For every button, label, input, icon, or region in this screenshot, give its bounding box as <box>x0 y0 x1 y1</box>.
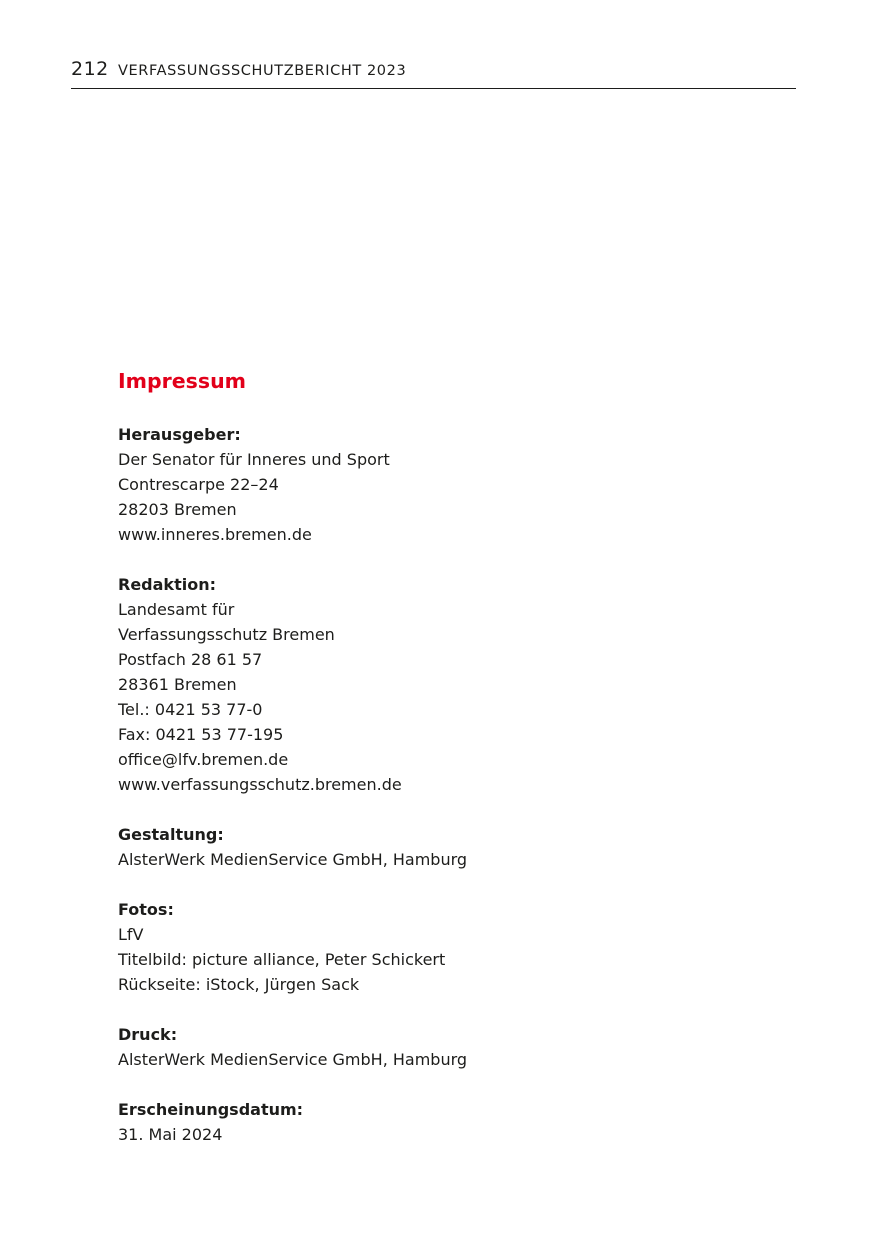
section-line: Postfach 28 61 57 <box>118 650 263 669</box>
section-line: AlsterWerk MedienService GmbH, Hamburg <box>118 850 468 869</box>
page-number: 212 <box>71 58 109 80</box>
section-line: Tel.: 0421 53 77-0 <box>118 700 263 719</box>
section-line: 28361 Bremen <box>118 675 237 694</box>
section-line: Der Senator für Inneres und Sport <box>118 450 390 469</box>
section-line: Landesamt für <box>118 600 235 619</box>
impressum-section <box>118 572 718 797</box>
impressum-section <box>118 422 718 547</box>
impressum-title: Impressum <box>118 369 247 393</box>
running-header <box>71 56 796 89</box>
section-heading: Erscheinungsdatum: <box>118 1100 304 1119</box>
impressum-section <box>118 1022 718 1072</box>
section-line: www.verfassungsschutz.bremen.de <box>118 775 402 794</box>
impressum-section-list <box>118 422 718 1147</box>
section-heading: Fotos: <box>118 900 174 919</box>
section-line: 28203 Bremen <box>118 500 237 519</box>
impressum-section <box>118 1097 718 1147</box>
section-line: Titelbild: picture alliance, Peter Schickert <box>118 950 446 969</box>
section-line: www.inneres.bremen.de <box>118 525 312 544</box>
section-line: AlsterWerk MedienService GmbH, Hamburg <box>118 1050 468 1069</box>
section-line: Fax: 0421 53 77-195 <box>118 725 284 744</box>
section-line: 31. Mai 2024 <box>118 1125 223 1144</box>
impressum-section <box>118 897 718 997</box>
impressum-section <box>118 822 718 872</box>
section-heading: Gestaltung: <box>118 825 224 844</box>
running-title: VERFASSUNGSSCHUTZBERICHT 2023 <box>118 63 407 79</box>
section-line: office@lfv.bremen.de <box>118 750 289 769</box>
section-heading: Redaktion: <box>118 575 216 594</box>
section-line: Contrescarpe 22–24 <box>118 475 279 494</box>
section-line: Verfassungsschutz Bremen <box>118 625 335 644</box>
impressum-block <box>118 368 718 1147</box>
section-heading: Druck: <box>118 1025 178 1044</box>
section-heading: Herausgeber: <box>118 425 241 444</box>
section-line: Rückseite: iStock, Jürgen Sack <box>118 975 360 994</box>
section-line: LfV <box>118 925 144 944</box>
